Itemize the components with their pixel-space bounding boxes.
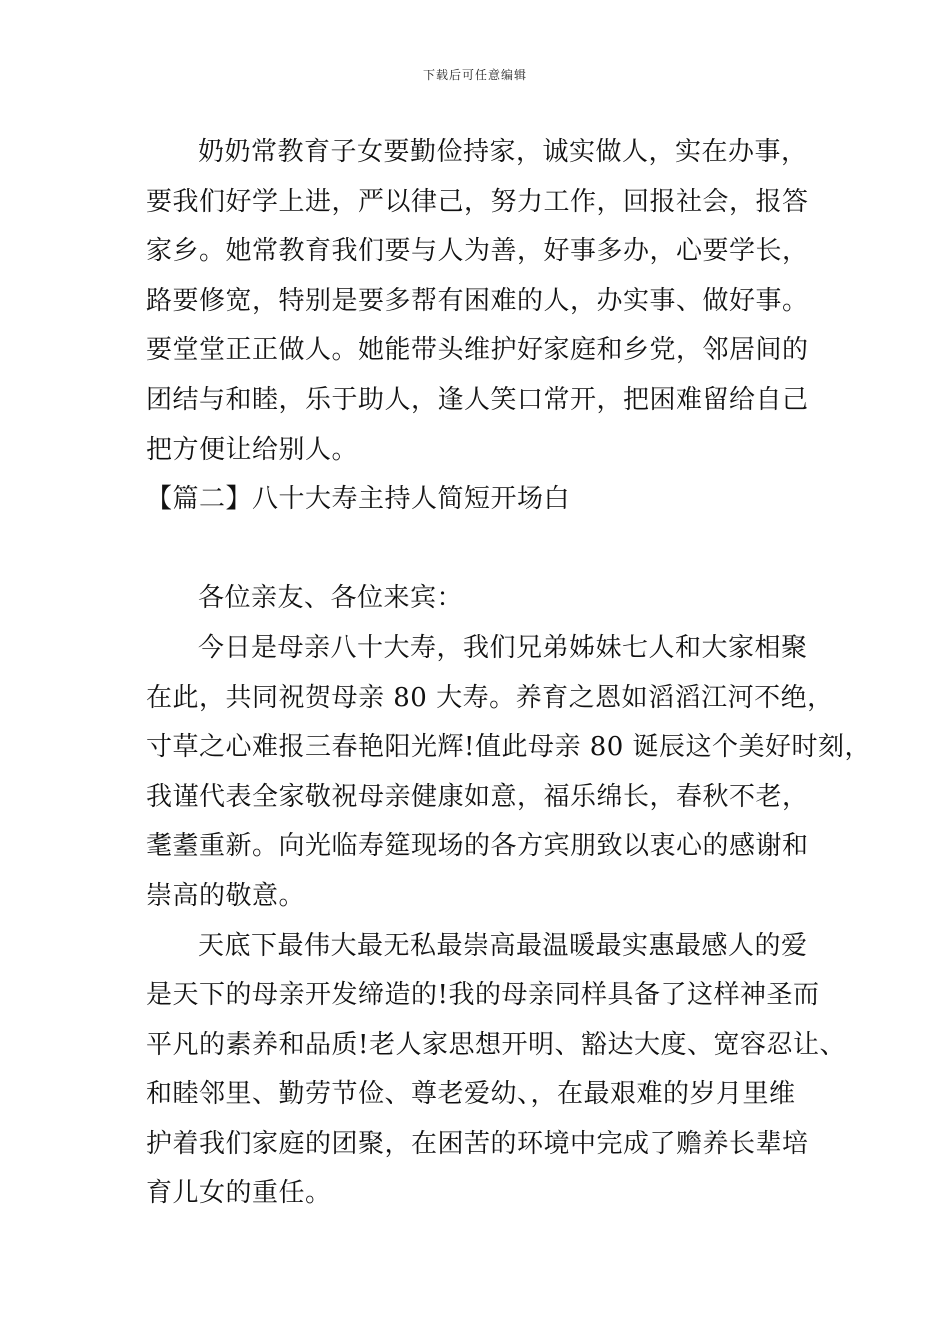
paragraph-2 (146, 624, 872, 922)
text-line: 寸草之心难报三春艳阳光辉!值此母亲 80 诞辰这个美好时刻， (146, 732, 872, 763)
blank-line (146, 525, 816, 575)
section-heading: 【篇二】八十大寿主持人简短开场白 (146, 484, 571, 515)
text-line: 奶奶常教育子女要勤俭持家，诚实做人，实在办事， (198, 137, 808, 167)
text-line: 平凡的素养和品质!老人家思想开明、豁达大度、宽容忍让、 (146, 1029, 846, 1060)
text-line: 天底下最伟大最无私最崇高最温暖最实惠最感人的爱 (198, 930, 808, 961)
text-line: 今日是母亲八十大寿，我们兄弟姊妹七人和大家相聚 (198, 632, 808, 663)
text-line: 崇高的敬意。 (146, 880, 306, 911)
text-line: 把方便让给别人。 (146, 434, 359, 465)
text-line: 在此，共同祝贺母亲 80 大寿。养育之恩如滔滔江河不绝， (146, 682, 834, 713)
document-body (146, 128, 872, 1219)
text-line: 要堂堂正正做人。她能带头维护好家庭和乡党，邻居间的 (146, 335, 809, 366)
text-line: 团结与和睦，乐于助人，逢人笑口常开，把困难留给自己 (146, 384, 809, 415)
text-line: 护着我们家庭的团聚，在困苦的环境中完成了赡养长辈培 (146, 1128, 809, 1159)
paragraph-3 (146, 922, 846, 1220)
greeting: 各位亲友、各位来宾： (198, 583, 464, 614)
text-line: 和睦邻里、勤劳节俭、尊老爱幼、，在最艰难的岁月里维 (146, 1079, 796, 1110)
text-line: 育儿女的重任。 (146, 1178, 332, 1209)
text-line: 要我们好学上进，严以律己，努力工作，回报社会，报答 (146, 186, 809, 217)
text-line: 是天下的母亲开发缔造的!我的母亲同样具备了这样神圣而 (146, 980, 820, 1011)
paragraph-1 (146, 128, 816, 475)
page-header: 下载后可任意编辑 (422, 68, 527, 82)
text-line: 耄耋重新。向光临寿筵现场的各方宾朋致以衷心的感谢和 (146, 831, 809, 862)
text-line: 我谨代表全家敬祝母亲健康如意，福乐绵长，春秋不老， (146, 781, 809, 812)
text-line: 家乡。她常教育我们要与人为善，好事多办，心要学长， (146, 236, 809, 267)
text-line: 路要修宽，特别是要多帮有困难的人，办实事、做好事。 (146, 285, 809, 316)
